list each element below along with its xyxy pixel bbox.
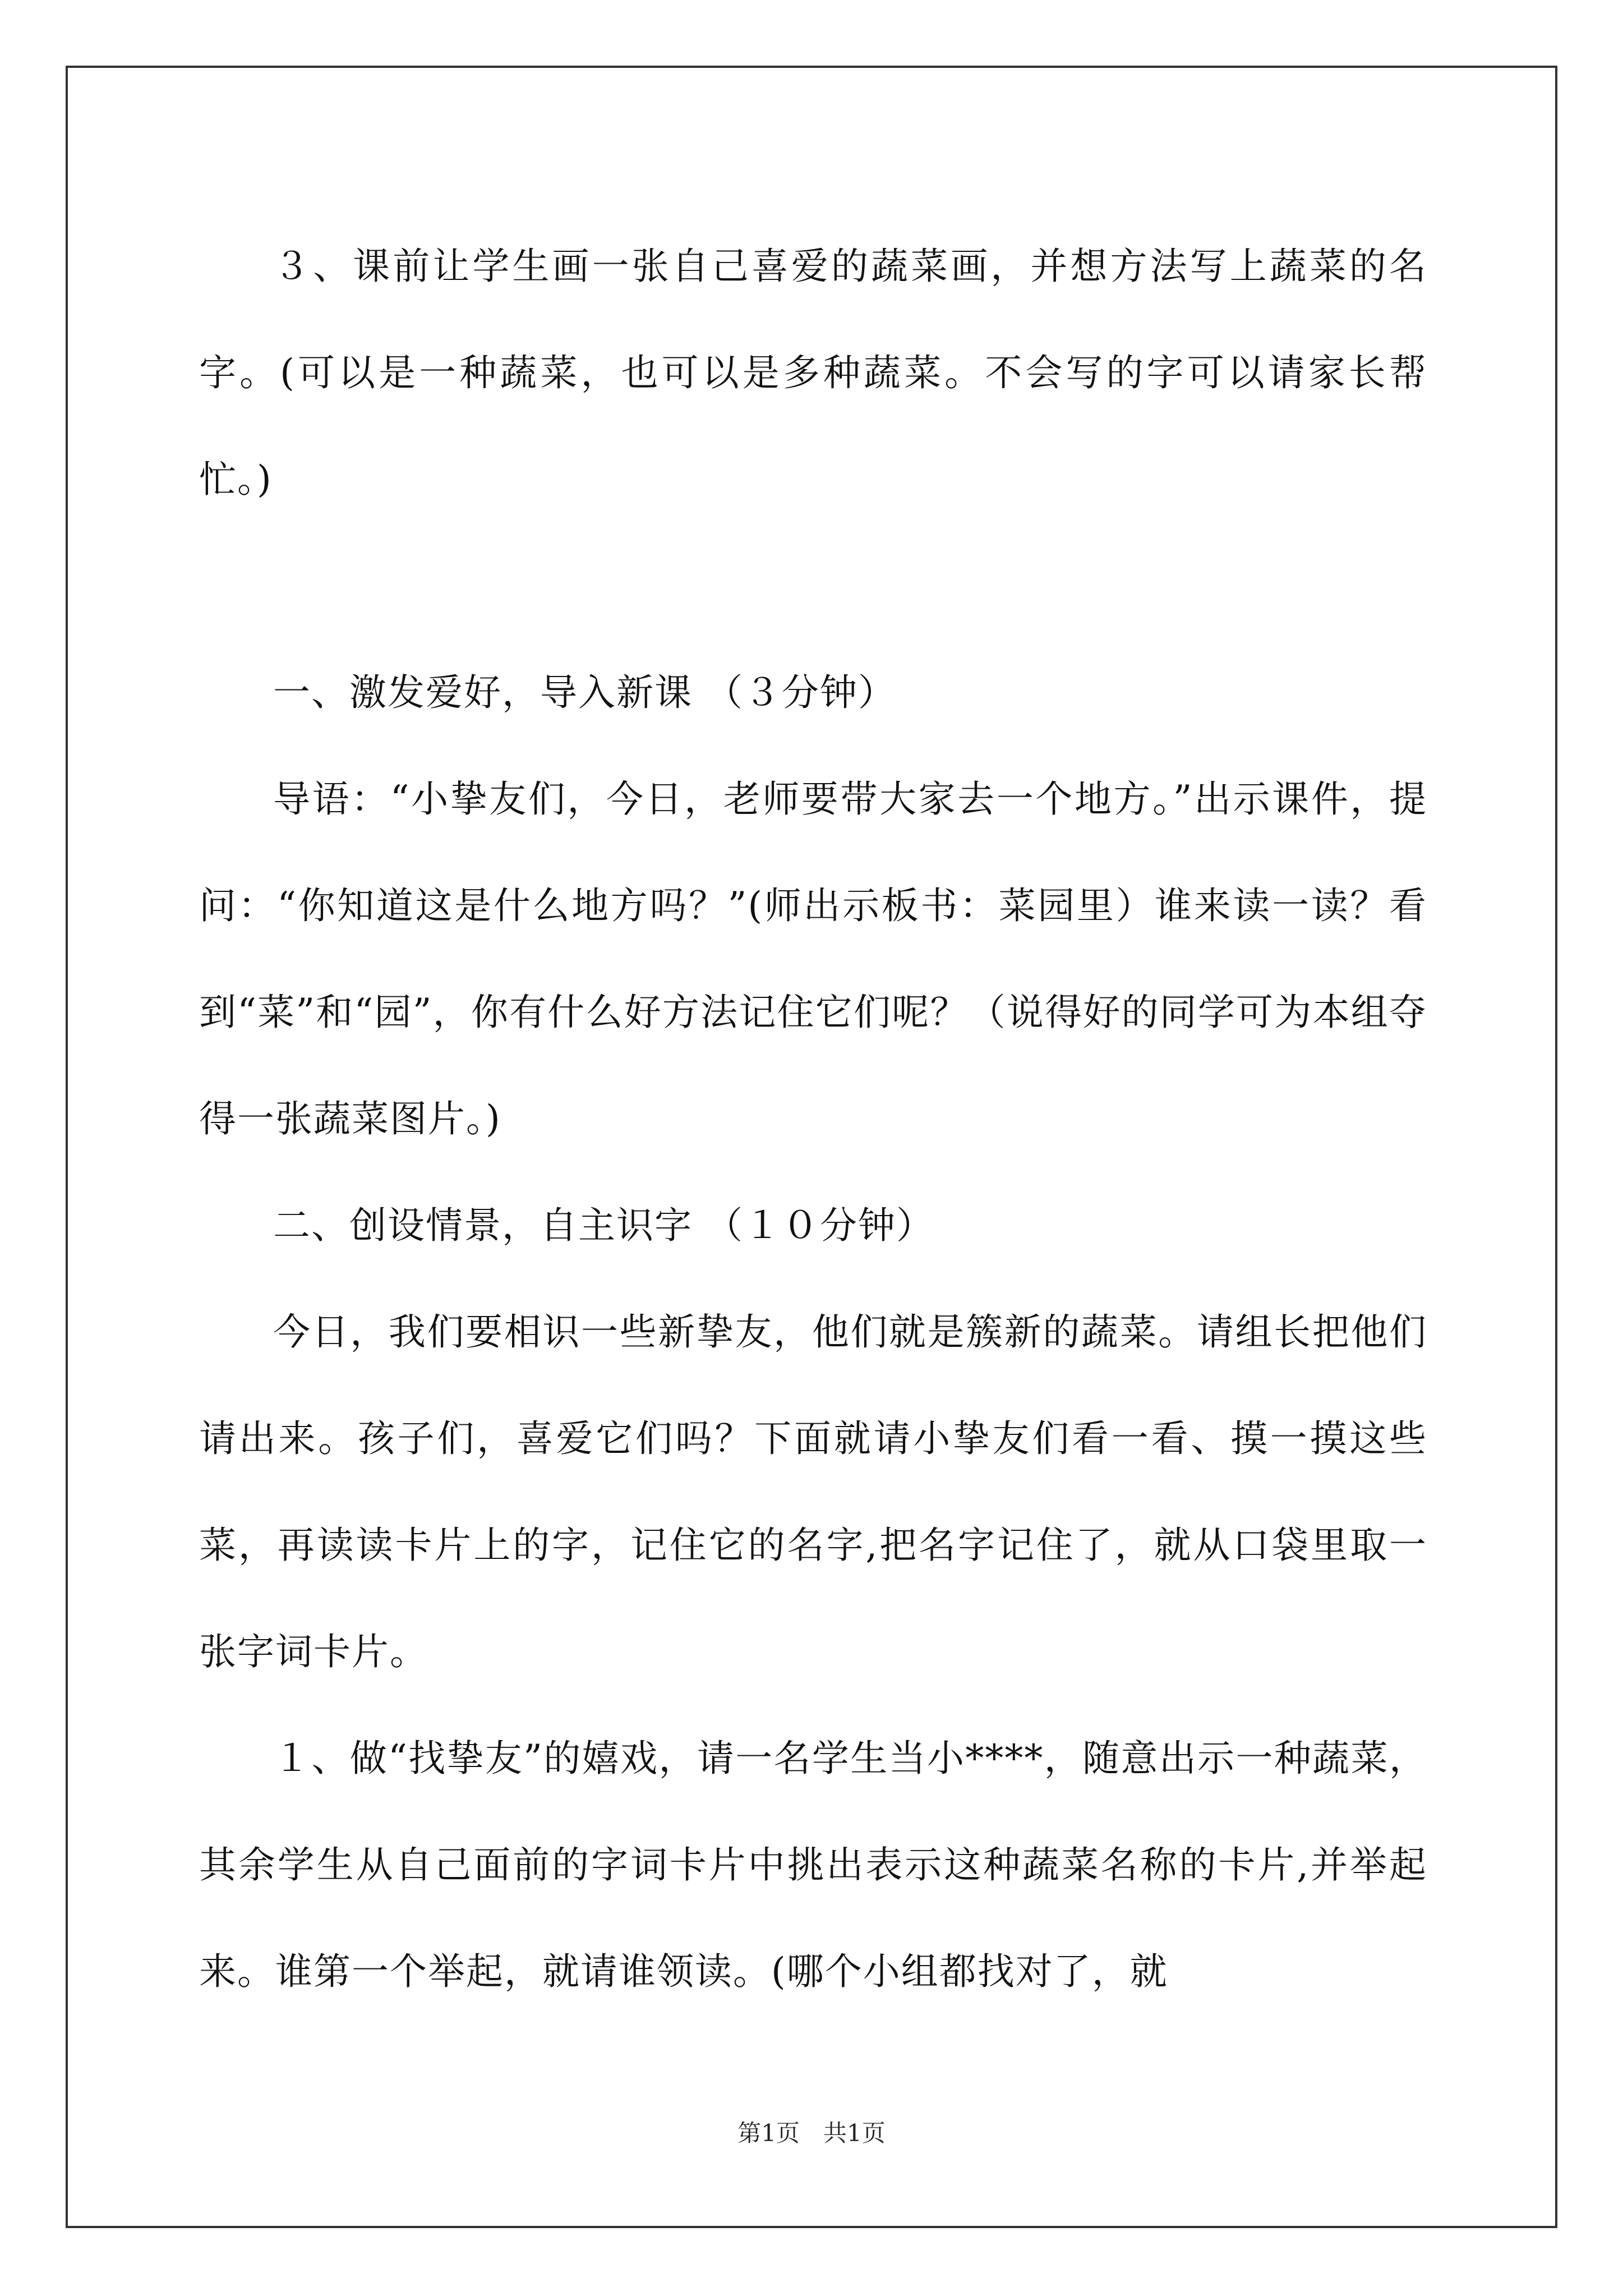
paragraph-new-friends: 今日，我们要相识一些新挚友，他们就是簇新的蔬菜。请组长把他们请出来。孩子们，喜爱它们吗？下面就请小挚友们看一看、摸一摸这些菜，再读读卡片上的字，记住它的名字,把名字记住了，就从口袋里取一张字词卡片。 — [199, 1310, 1427, 1673]
paragraph-prep-step-3: ３、课前让学生画一张自己喜爱的蔬菜画，并想方法写上蔬菜的名字。(可以是一种蔬菜，也可以是多种蔬菜。不会写的字可以请家长帮忙。) — [199, 245, 1427, 501]
section-heading-1: 一、激发爱好，导入新课 （３分钟） — [273, 671, 896, 714]
paragraph-game-step-1: １、做“找挚友”的嬉戏，请一名学生当小****，随意出示一种蔬菜，其余学生从自己面前的字词卡片中挑出表示这种蔬菜名称的卡片,并举起来。谁第一个举起，就请谁领读。(哪个小组都找对了，就 — [199, 1737, 1427, 1993]
section-heading-2: 二、创设情景，自主识字 （１０分钟） — [273, 1204, 934, 1247]
document-body — [199, 213, 1427, 2025]
paragraph-intro-guide: 导语：“小挚友们，今日，老师要带大家去一个地方。”出示课件，提问：“你知道这是什么地方吗？”(师出示板书：菜园里）谁来读一读？看到“菜”和“园”，你有什么好方法记住它们呢？（说得好的同学可为本组夺得一张蔬菜图片。) — [199, 777, 1427, 1140]
paragraph-spacer — [199, 533, 1427, 639]
page-footer: 第1页 共1页 — [737, 2119, 886, 2147]
